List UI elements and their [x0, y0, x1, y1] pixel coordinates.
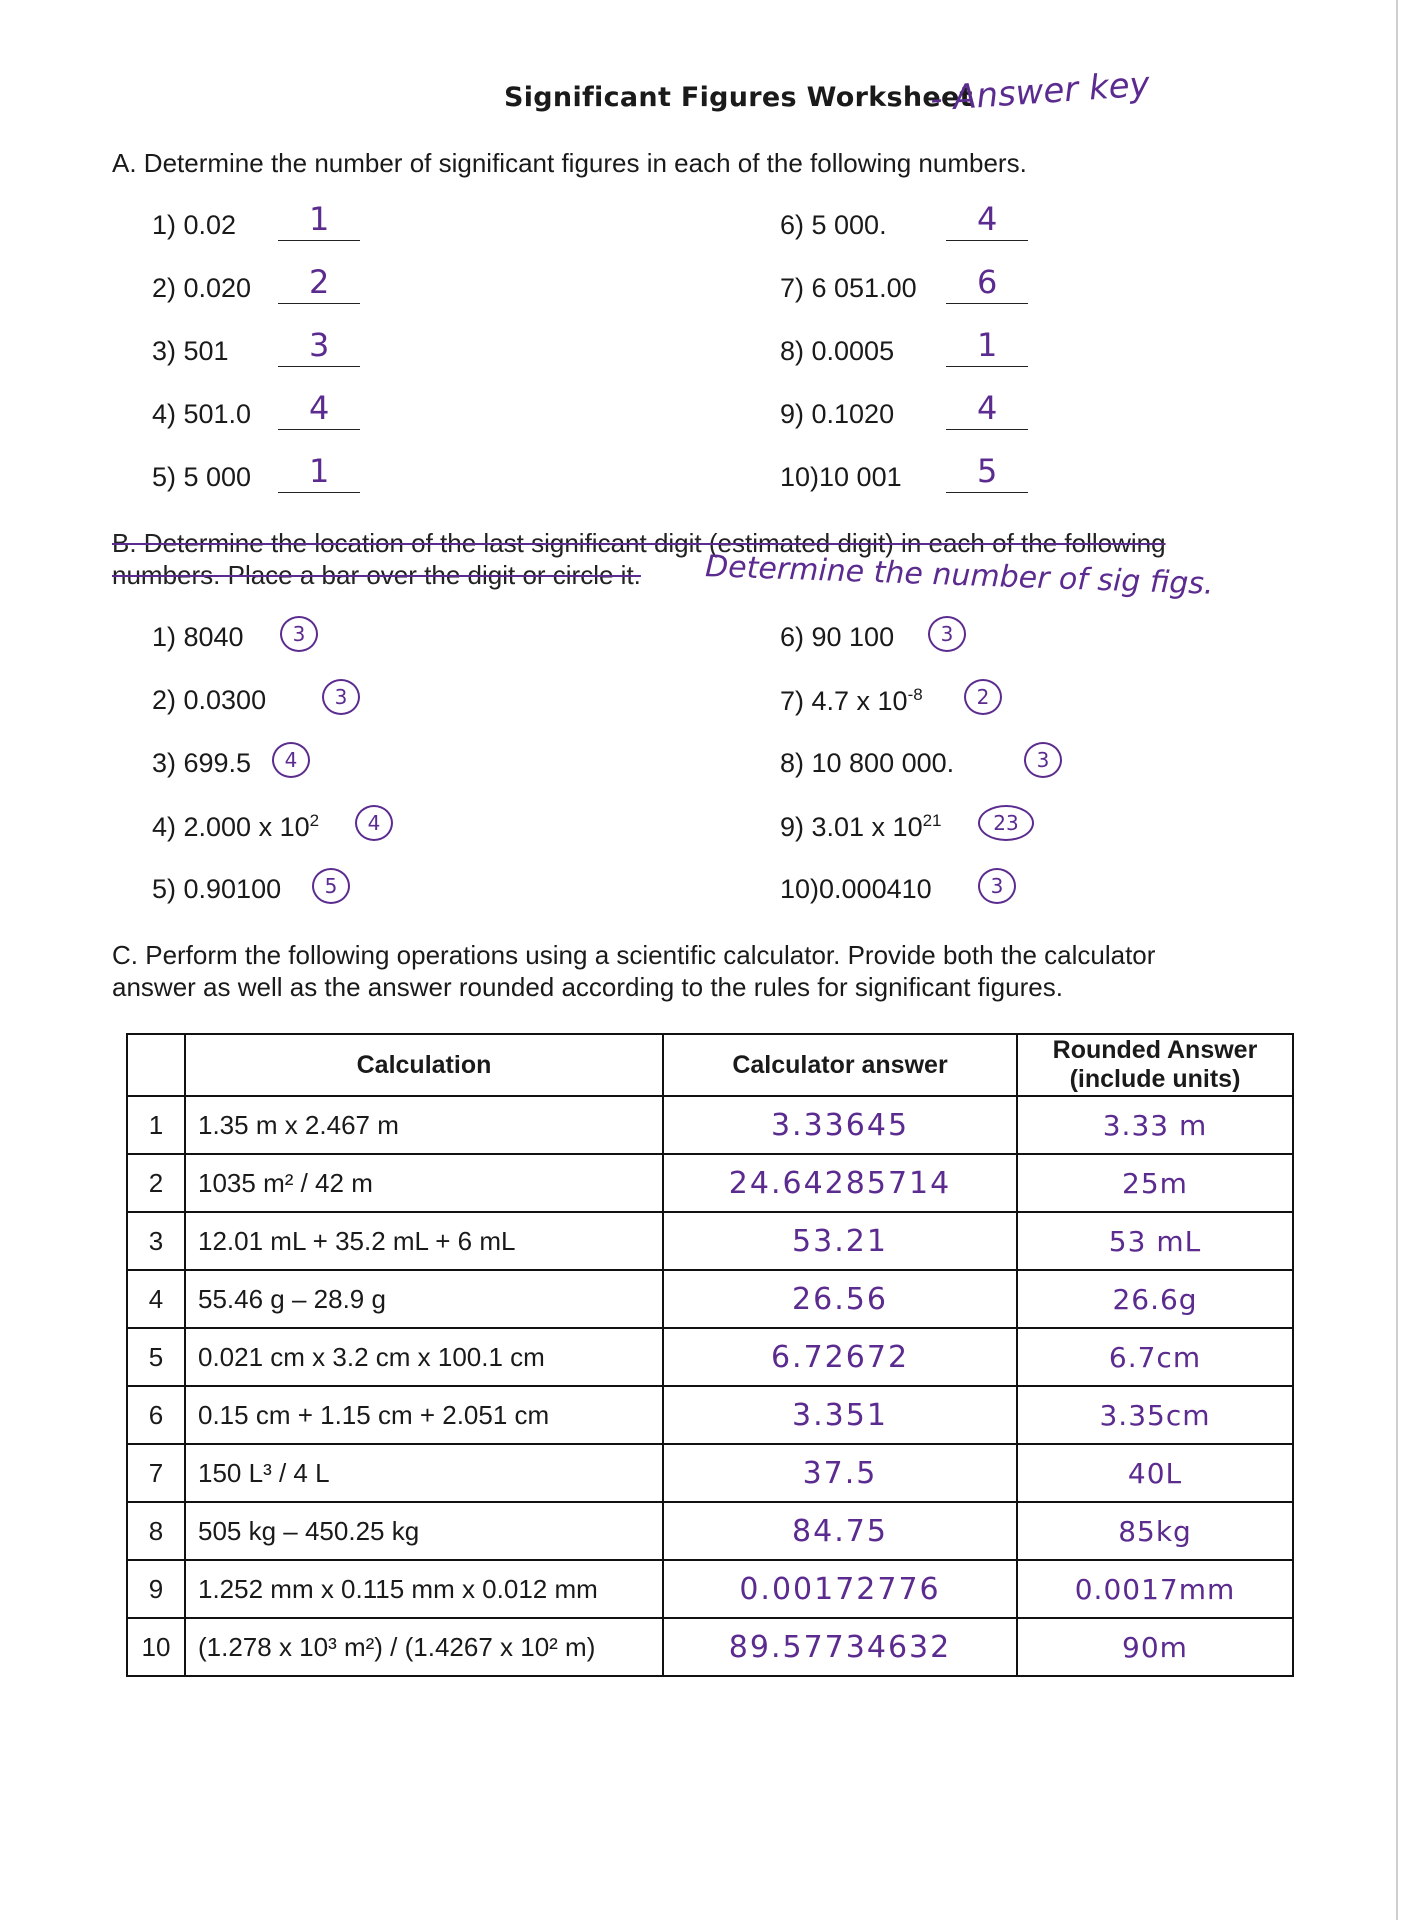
a-left-blank-3 [278, 366, 360, 367]
rounded-answer-cell-text: 3.33 m [1102, 1108, 1208, 1142]
b-left-label-text-2: 2) 0.0300 [152, 685, 267, 715]
a-left-label-3: 3) 501 [152, 336, 229, 366]
section-b-heading-line2-text: numbers. Place a bar over the digit or circle it. [112, 560, 641, 590]
a-left-blank-1 [278, 240, 360, 241]
page-edge [1396, 0, 1398, 1920]
a-right-blank-4 [946, 429, 1028, 430]
section-c-heading-line2: answer as well as the answer rounded according to the rules for significant figures. [112, 972, 1063, 1002]
b-left-label-5 [152, 874, 281, 905]
row-number: 2 [127, 1154, 185, 1212]
a-left-label-5: 5) 5 000 [152, 462, 252, 492]
section-b-heading-line2 [112, 560, 641, 591]
calculation-cell: (1.278 x 10³ m²) / (1.4267 x 10² m) [185, 1618, 663, 1676]
rounded-answer-cell [1017, 1560, 1293, 1618]
table-row [127, 1386, 1293, 1444]
calculation-cell: 505 kg – 450.25 kg [185, 1502, 663, 1560]
b-right-exponent-4: 21 [922, 811, 942, 830]
rounded-answer-cell [1017, 1502, 1293, 1560]
b-right-label-3 [780, 748, 954, 779]
b-right-label-text-4: 9) 3.01 x 10 [780, 812, 923, 842]
a-right-label-3: 8) 0.0005 [780, 336, 895, 366]
section-b-heading-line1: B. Determine the location of the last significant digit (estimated digit) in each of the following [112, 528, 1166, 558]
calculator-answer-cell [663, 1328, 1017, 1386]
b-right-label-4 [780, 811, 942, 843]
a-left-label-1: 1) 0.02 [152, 210, 237, 240]
rounded-answer-cell-text: 25m [1122, 1166, 1188, 1200]
calculation-cell: 150 L³ / 4 L [185, 1444, 663, 1502]
b-right-exponent-2: -8 [907, 685, 923, 704]
row-number: 3 [127, 1212, 185, 1270]
section-c-heading-line1: C. Perform the following operations using a scientific calculator. Provide both the calculator [112, 940, 1156, 970]
a-right-label-2: 7) 6 051.00 [780, 273, 917, 303]
calculation-cell: 0.15 cm + 1.15 cm + 2.051 cm [185, 1386, 663, 1444]
b-left-circled-answer-1: 3 [280, 616, 318, 652]
a-right-answer-3: 1 [977, 326, 998, 364]
calculator-answer-cell-text: 84.75 [792, 1513, 888, 1549]
rounded-answer-cell [1017, 1212, 1293, 1270]
row-number: 9 [127, 1560, 185, 1618]
b-left-label-4 [152, 811, 319, 843]
b-left-label-2 [152, 685, 266, 716]
b-left-label-text-1: 1) 8040 [152, 622, 244, 652]
rounded-answer-cell-text: 53 mL [1108, 1224, 1202, 1258]
b-right-label-text-1: 6) 90 100 [780, 622, 895, 652]
calculator-answer-cell [663, 1560, 1017, 1618]
a-right-blank-5 [946, 492, 1028, 493]
row-number: 7 [127, 1444, 185, 1502]
a-left-answer-5: 1 [309, 452, 330, 490]
b-right-label-1 [780, 622, 894, 653]
rounded-answer-cell-text: 40L [1127, 1456, 1183, 1490]
calculator-answer-cell [663, 1502, 1017, 1560]
a-left-answer-3: 3 [309, 326, 330, 364]
b-left-label-3 [152, 748, 251, 779]
header-calculation: Calculation [185, 1034, 663, 1096]
a-left-blank-2 [278, 303, 360, 304]
a-right-answer-5: 5 [977, 452, 998, 490]
a-right-answer-2: 6 [977, 263, 998, 301]
b-left-circled-answer-5: 5 [312, 868, 350, 904]
rounded-answer-cell-text: 26.6g [1112, 1282, 1198, 1316]
rounded-answer-cell [1017, 1270, 1293, 1328]
row-number: 5 [127, 1328, 185, 1386]
a-left-answer-2: 2 [309, 263, 330, 301]
b-right-label-2 [780, 685, 923, 717]
calculator-answer-cell-text: 53.21 [792, 1223, 888, 1259]
calculator-answer-cell-text: 37.5 [802, 1455, 878, 1491]
calculation-cell: 1.252 mm x 0.115 mm x 0.012 mm [185, 1560, 663, 1618]
b-left-circled-answer-4: 4 [355, 805, 393, 841]
rounded-answer-cell [1017, 1328, 1293, 1386]
section-b-handwritten-note: Determine the number of sig figs. [704, 549, 1215, 602]
a-right-label-1: 6) 5 000. [780, 210, 887, 240]
b-right-label-text-5: 10)0.000410 [780, 874, 932, 904]
table-row [127, 1502, 1293, 1560]
b-left-label-text-5: 5) 0.90100 [152, 874, 282, 904]
table-row [127, 1618, 1293, 1676]
b-left-circled-answer-3: 4 [272, 742, 310, 778]
header-number [127, 1034, 185, 1096]
calculator-answer-cell [663, 1096, 1017, 1154]
table-header-row [127, 1034, 1293, 1096]
calculation-table [126, 1033, 1294, 1677]
row-number: 6 [127, 1386, 185, 1444]
calculation-cell: 1035 m² / 42 m [185, 1154, 663, 1212]
calculator-answer-cell-text: 3.33645 [770, 1107, 910, 1143]
row-number: 1 [127, 1096, 185, 1154]
table-row [127, 1096, 1293, 1154]
a-right-answer-4: 4 [977, 389, 998, 427]
calculation-cell: 12.01 mL + 35.2 mL + 6 mL [185, 1212, 663, 1270]
calculator-answer-cell [663, 1270, 1017, 1328]
b-right-circled-answer-2: 2 [964, 679, 1002, 715]
rounded-answer-cell-text: 85kg [1118, 1514, 1192, 1548]
calculation-cell: 0.021 cm x 3.2 cm x 100.1 cm [185, 1328, 663, 1386]
row-number: 8 [127, 1502, 185, 1560]
calculator-answer-cell-text: 6.72672 [770, 1339, 910, 1375]
b-right-circled-answer-4: 23 [978, 805, 1034, 841]
a-left-answer-4: 4 [309, 389, 330, 427]
rounded-answer-cell [1017, 1618, 1293, 1676]
row-number: 10 [127, 1618, 185, 1676]
rounded-answer-cell-text: 6.7cm [1108, 1340, 1202, 1374]
b-left-label-text-4: 4) 2.000 x 10 [152, 812, 310, 842]
header-rounded-answer [1017, 1034, 1293, 1096]
header-rounded-line2: (include units) [1069, 1065, 1241, 1093]
calculator-answer-cell-text: 89.57734632 [728, 1629, 952, 1665]
b-right-circled-answer-5: 3 [978, 868, 1016, 904]
calculation-cell: 55.46 g – 28.9 g [185, 1270, 663, 1328]
a-left-blank-4 [278, 429, 360, 430]
a-left-answer-1: 1 [309, 200, 330, 238]
calculation-cell: 1.35 m x 2.467 m [185, 1096, 663, 1154]
calculator-answer-cell [663, 1386, 1017, 1444]
table-row [127, 1270, 1293, 1328]
a-left-blank-5 [278, 492, 360, 493]
b-left-exponent-4: 2 [309, 811, 320, 830]
table-row [127, 1212, 1293, 1270]
calculator-answer-cell [663, 1444, 1017, 1502]
header-calculator-answer: Calculator answer [663, 1034, 1017, 1096]
calculator-answer-cell-text: 24.64285714 [728, 1165, 952, 1201]
row-number: 4 [127, 1270, 185, 1328]
rounded-answer-cell-text: 3.35cm [1099, 1398, 1211, 1432]
rounded-answer-cell-text: 90m [1122, 1630, 1188, 1664]
b-right-label-5 [780, 874, 932, 905]
answer-key-note: - Answer key [928, 64, 1151, 120]
calculator-answer-cell-text: 3.351 [792, 1397, 888, 1433]
calculator-answer-cell [663, 1618, 1017, 1676]
a-right-label-4: 9) 0.1020 [780, 399, 895, 429]
a-left-label-4: 4) 501.0 [152, 399, 252, 429]
worksheet-title: Significant Figures Worksheet [504, 82, 973, 113]
a-right-label-5: 10)10 001 [780, 462, 902, 492]
b-left-circled-answer-2: 3 [322, 679, 360, 715]
table-row [127, 1154, 1293, 1212]
b-right-circled-answer-3: 3 [1024, 742, 1062, 778]
a-left-label-2: 2) 0.020 [152, 273, 252, 303]
rounded-answer-cell [1017, 1386, 1293, 1444]
rounded-answer-cell [1017, 1154, 1293, 1212]
header-rounded-line1: Rounded Answer [1052, 1036, 1258, 1064]
table-row [127, 1328, 1293, 1386]
rounded-answer-cell-text: 0.0017mm [1074, 1572, 1236, 1606]
rounded-answer-cell [1017, 1096, 1293, 1154]
b-right-circled-answer-1: 3 [928, 616, 966, 652]
b-right-label-text-3: 8) 10 800 000. [780, 748, 955, 778]
rounded-answer-cell [1017, 1444, 1293, 1502]
section-a-heading: A. Determine the number of significant figures in each of the following numbers. [112, 148, 1027, 178]
a-right-blank-1 [946, 240, 1028, 241]
table-body [127, 1096, 1293, 1676]
calculator-answer-cell [663, 1154, 1017, 1212]
table-row [127, 1444, 1293, 1502]
a-right-blank-2 [946, 303, 1028, 304]
calculator-answer-cell-text: 0.00172776 [739, 1571, 941, 1607]
b-left-label-1 [152, 622, 244, 653]
calculator-answer-cell [663, 1212, 1017, 1270]
a-right-blank-3 [946, 366, 1028, 367]
a-right-answer-1: 4 [977, 200, 998, 238]
table-row [127, 1560, 1293, 1618]
b-right-label-text-2: 7) 4.7 x 10 [780, 686, 908, 716]
calculator-answer-cell-text: 26.56 [792, 1281, 888, 1317]
b-left-label-text-3: 3) 699.5 [152, 748, 252, 778]
